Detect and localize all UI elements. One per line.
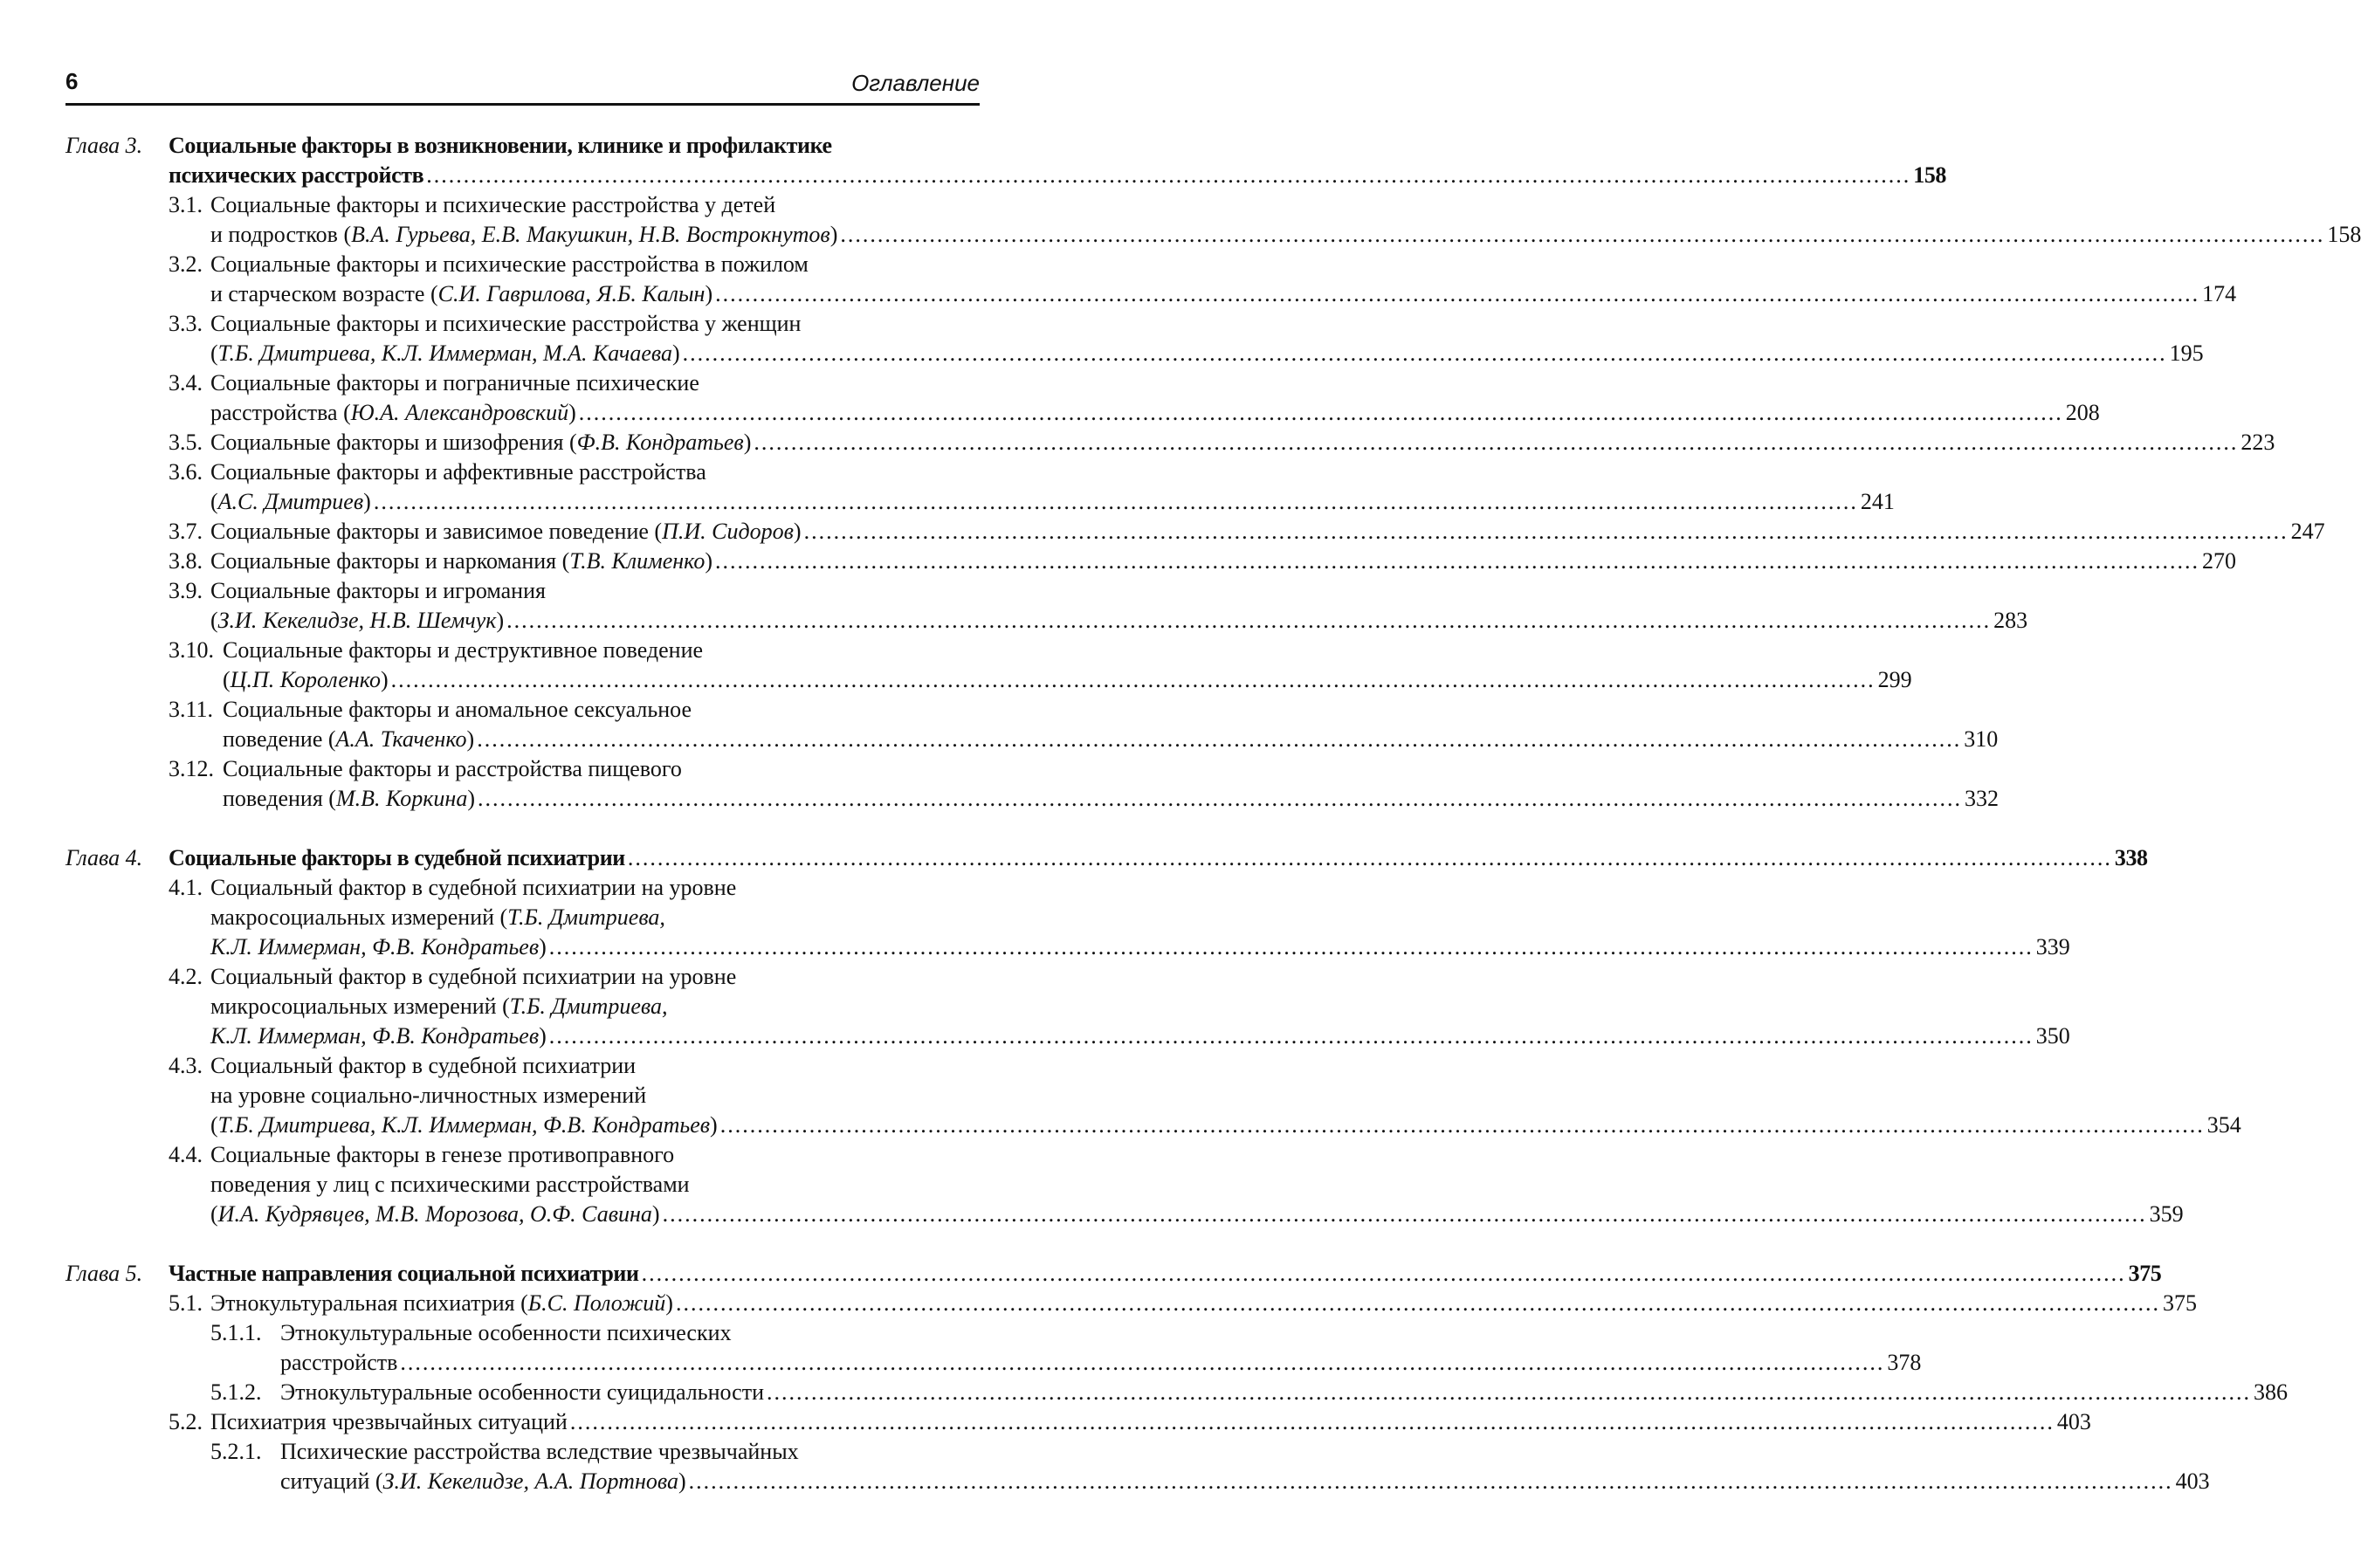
dot-leader: ........................................................................................................................................................................................................: [675, 1290, 2160, 1316]
entry-line: [169, 1407, 2091, 1437]
entry-line: [169, 665, 1912, 695]
page-ref: 208: [2065, 400, 2100, 425]
closing-paren: ): [705, 548, 712, 574]
subsection-entry: [169, 1437, 2210, 1496]
section-number: 5.1.: [169, 1290, 203, 1316]
entry-line: [169, 1140, 980, 1170]
chapter-title-text: Социальные факторы в возникновении, клинике и профилактике: [169, 133, 832, 158]
section-title-text: макросоциальных измерений (: [210, 904, 508, 930]
closing-paren: ): [743, 430, 752, 455]
entry-line: [169, 1021, 2070, 1051]
entry-line: [169, 754, 980, 784]
author-names: И.А. Кудрявцев, М.В. Морозова, О.Ф. Савина: [217, 1201, 652, 1227]
section-number: 5.1.2.: [210, 1379, 262, 1405]
chapter-block: [65, 1259, 2288, 1496]
section-entry: [169, 517, 2325, 547]
dot-leader: ........................................................................................................................................................................................................: [715, 281, 2200, 306]
chapter-body: [169, 843, 2241, 1229]
dot-leader: ........................................................................................................................................................................................................: [627, 845, 2112, 870]
chapter-title-line: [169, 131, 980, 161]
page-ref: 332: [1965, 786, 2000, 811]
dot-leader: ........................................................................................................................................................................................................: [715, 548, 2199, 574]
section-title-text: Социальный фактор в судебной психиатрии на уровне: [210, 964, 737, 989]
page-ref: 359: [2149, 1201, 2184, 1227]
closing-paren: ): [710, 1112, 718, 1138]
entry-line: [169, 725, 1999, 754]
section-title-text: Психиатрия чрезвычайных ситуаций: [210, 1409, 568, 1434]
section-entry: [169, 428, 2275, 457]
entry-line: [169, 992, 980, 1021]
closing-paren: ): [363, 489, 371, 514]
section-title-text: Социальные факторы и деструктивное поведение: [223, 637, 704, 663]
dot-leader: ........................................................................................................................................................................................................: [767, 1379, 2251, 1405]
section-entry: [169, 368, 2100, 428]
section-title-text: Социальные факторы и игромания: [210, 578, 546, 603]
page-ref: 375: [2162, 1290, 2197, 1316]
section-entry: [169, 1407, 2091, 1437]
author-names: Т.Б. Дмитриева,: [507, 904, 665, 930]
section-entry: [169, 754, 2000, 814]
section-entry: [169, 1051, 2241, 1140]
closing-paren: ): [568, 400, 576, 425]
entry-line: [169, 517, 2325, 547]
dot-leader: ........................................................................................................................................................................................................: [478, 786, 1963, 811]
entry-line: [169, 903, 980, 932]
section-entry: [169, 636, 1912, 695]
section-title-text: Социальные факторы и зависимое поведение (: [210, 519, 663, 544]
entry-line: [169, 873, 980, 903]
section-entry: [169, 1289, 2197, 1318]
dot-leader: ........................................................................................................................................................................................................: [400, 1350, 1885, 1375]
author-names: Ф.В. Кондратьев: [576, 430, 744, 455]
section-title-text: Социальные факторы и психические расстройства у детей: [210, 192, 776, 217]
entry-line: [169, 1200, 2184, 1229]
entry-line: [169, 547, 2236, 576]
section-title-text: Социальные факторы и пограничные психические: [210, 370, 699, 395]
chapter-title-line: [169, 161, 1947, 190]
section-title-text: Социальные факторы и психические расстройства в пожилом: [210, 251, 809, 277]
section-title-text: Социальные факторы и расстройства пищевого: [223, 756, 682, 781]
author-names: Т.Б. Дмитриева, К.Л. Иммерман, Ф.В. Кондратьев: [217, 1112, 711, 1138]
author-names: А.С. Дмитриев: [217, 489, 364, 514]
author-names: К.Л. Иммерман, Ф.В. Кондратьев: [210, 934, 540, 959]
author-names: Ю.А. Александровский: [350, 400, 569, 425]
page-ref: 386: [2254, 1379, 2288, 1405]
section-title-text: Социальные факторы и шизофрения (: [210, 430, 577, 455]
dot-leader: ........................................................................................................................................................................................................: [390, 667, 1876, 692]
section-number: 4.4.: [169, 1142, 203, 1167]
section-number: 5.2.1.: [210, 1439, 262, 1464]
chapter-block: [65, 131, 2361, 814]
chapter-title-line: [169, 1259, 2162, 1289]
entry-line: [169, 250, 980, 279]
section-title-text: Этнокультуральные особенности суицидальности: [280, 1379, 764, 1405]
subsection-entry: [169, 1378, 2288, 1407]
entry-line: [169, 309, 980, 339]
page-ref: 403: [2056, 1409, 2091, 1434]
section-title-text: Социальные факторы и аномальное сексуальное: [223, 697, 692, 722]
page-header: [65, 68, 980, 106]
entry-line: [169, 457, 980, 487]
closing-paren: ): [651, 1201, 660, 1227]
section-number: 3.1.: [169, 192, 203, 217]
author-names: Т.Б. Дмитриева, К.Л. Иммерман, М.А. Качаева: [217, 340, 672, 366]
author-names: П.И. Сидоров: [662, 519, 794, 544]
section-title-text: на уровне социально-личностных измерений: [210, 1083, 647, 1108]
section-entry: [169, 190, 2361, 250]
page-ref: 241: [1860, 489, 1895, 514]
entry-line: [169, 1081, 980, 1111]
author-names: З.И. Кекелидзе, Н.В. Шемчук: [217, 608, 497, 633]
closing-paren: ): [793, 519, 802, 544]
section-number: 4.3.: [169, 1053, 203, 1078]
section-title-text: ситуаций (: [280, 1468, 383, 1494]
section-title-text: и подростков (: [210, 222, 352, 247]
closing-paren: ): [466, 726, 475, 752]
section-title-text: (: [223, 667, 231, 692]
dot-leader: ........................................................................................................................................................................................................: [688, 1468, 2173, 1494]
section-title-text: Социальные факторы и аффективные расстройства: [210, 459, 706, 485]
page-ref: 247: [2290, 519, 2325, 544]
dot-leader: ........................................................................................................................................................................................................: [578, 400, 2063, 425]
section-title-text: Социальный фактор в судебной психиатрии на уровне: [210, 875, 737, 900]
page-ref: 223: [2241, 430, 2275, 455]
entry-line: [210, 1467, 2210, 1496]
section-title-text: (: [210, 489, 218, 514]
author-names: К.Л. Иммерман, Ф.В. Кондратьев: [210, 1023, 540, 1049]
section-number: 3.6.: [169, 459, 203, 485]
entry-line: [169, 636, 980, 665]
entry-line: [169, 487, 1895, 517]
page-ref: 350: [2035, 1023, 2070, 1049]
chapter-label: Глава 5.: [65, 1261, 143, 1286]
page-ref: 339: [2035, 934, 2070, 959]
closing-paren: ): [539, 1023, 547, 1049]
section-title-text: поведения у лиц с психическими расстройствами: [210, 1172, 690, 1197]
page-number: 6: [65, 68, 79, 94]
section-number: 3.12.: [169, 756, 214, 781]
section-title-text: микросоциальных измерений (: [210, 994, 510, 1019]
entry-line: [169, 962, 980, 992]
page-ref: 283: [1993, 608, 2028, 633]
chapter-body: [169, 131, 2361, 814]
section-title-text: (: [210, 1201, 218, 1227]
section-number: 3.3.: [169, 311, 203, 336]
page-ref: 270: [2202, 548, 2236, 574]
entry-line: [169, 368, 980, 398]
section-title-text: Психические расстройства вследствие чрезвычайных: [280, 1439, 799, 1464]
subsection-entry: [169, 1318, 1922, 1378]
dot-leader: ........................................................................................................................................................................................................: [548, 1023, 2034, 1049]
entry-line: [169, 695, 980, 725]
chapter-block: [65, 843, 2241, 1229]
section-number: 3.8.: [169, 548, 203, 574]
dot-leader: ........................................................................................................................................................................................................: [754, 430, 2239, 455]
entry-line: [169, 1289, 2197, 1318]
section-number: 4.2.: [169, 964, 203, 989]
section-entry: [169, 576, 2028, 636]
entry-line: [169, 1170, 980, 1200]
section-title-text: (: [210, 340, 218, 366]
page-ref: 158: [1913, 162, 1947, 188]
closing-paren: ): [496, 608, 505, 633]
page-ref: 158: [2327, 222, 2361, 247]
dot-leader: ........................................................................................................................................................................................................: [477, 726, 1962, 752]
section-number: 4.1.: [169, 875, 203, 900]
section-title-text: Социальные факторы и психические расстройства у женщин: [210, 311, 802, 336]
entry-line: [169, 279, 2237, 309]
dot-leader: ........................................................................................................................................................................................................: [569, 1409, 2055, 1434]
section-title-text: (: [210, 608, 218, 633]
dot-leader: ........................................................................................................................................................................................................: [840, 222, 2325, 247]
entry-line: [169, 1051, 980, 1081]
section-number: 3.2.: [169, 251, 203, 277]
closing-paren: ): [671, 340, 680, 366]
section-entry: [169, 873, 2070, 962]
entry-line: [210, 1437, 980, 1467]
chapter-label: Глава 4.: [65, 845, 143, 870]
entry-line: [169, 1111, 2241, 1140]
running-title: Оглавление: [851, 70, 980, 96]
entry-line: [210, 1318, 980, 1348]
page-ref: 403: [2175, 1468, 2210, 1494]
dot-leader: ........................................................................................................................................................................................................: [803, 519, 2289, 544]
section-entry: [169, 1140, 2184, 1229]
entry-line: [169, 339, 2204, 368]
chapter-title-text: Частные направления социальной психиатрии: [169, 1261, 639, 1286]
entry-line: [169, 784, 2000, 814]
author-names: Т.Б. Дмитриева,: [509, 994, 668, 1019]
page-ref: 299: [1877, 667, 1912, 692]
page-ref: 174: [2202, 281, 2237, 306]
closing-paren: ): [705, 281, 713, 306]
page-ref: 195: [2169, 340, 2204, 366]
section-title-text: (: [210, 1112, 218, 1138]
section-title-text: Социальный фактор в судебной психиатрии: [210, 1053, 637, 1078]
author-names: Б.С. Положий: [527, 1290, 666, 1316]
dot-leader: ........................................................................................................................................................................................................: [641, 1261, 2126, 1286]
chapter-title-line: [169, 843, 2148, 873]
entry-line: [210, 1348, 1922, 1378]
dot-leader: ........................................................................................................................................................................................................: [548, 934, 2034, 959]
section-number: 5.1.1.: [210, 1320, 262, 1345]
dot-leader: ........................................................................................................................................................................................................: [373, 489, 1858, 514]
chapter-label: Глава 3.: [65, 133, 143, 158]
section-number: 5.2.: [169, 1409, 203, 1434]
entry-line: [169, 428, 2275, 457]
page-ref: 375: [2128, 1261, 2162, 1286]
entry-line: [169, 606, 2028, 636]
page-ref: 310: [1964, 726, 1999, 752]
chapter-title-text: Социальные факторы в судебной психиатрии: [169, 845, 625, 870]
closing-paren: ): [665, 1290, 673, 1316]
section-title-text: расстройств: [280, 1350, 398, 1375]
entry-line: [169, 398, 2100, 428]
section-number: 3.4.: [169, 370, 203, 395]
section-entry: [169, 962, 2070, 1051]
entry-line: [169, 190, 980, 220]
section-number: 3.9.: [169, 578, 203, 603]
closing-paren: ): [380, 667, 389, 692]
author-names: А.А. Ткаченко: [335, 726, 467, 752]
chapter-body: [169, 1259, 2288, 1496]
author-names: Т.В. Клименко: [569, 548, 706, 574]
entry-line: [169, 932, 2070, 962]
closing-paren: ): [829, 222, 838, 247]
section-entry: [169, 457, 1895, 517]
section-title-text: Социальные факторы в генезе противоправного: [210, 1142, 675, 1167]
dot-leader: ........................................................................................................................................................................................................: [506, 608, 1992, 633]
dot-leader: ........................................................................................................................................................................................................: [662, 1201, 2147, 1227]
author-names: Ц.П. Короленко: [230, 667, 381, 692]
section-entry: [169, 547, 2236, 576]
section-title-text: расстройства (: [210, 400, 351, 425]
author-names: В.А. Гурьева, Е.В. Макушкин, Н.В. Вострокнутов: [351, 222, 830, 247]
dot-leader: ........................................................................................................................................................................................................: [682, 340, 2167, 366]
dot-leader: ........................................................................................................................................................................................................: [719, 1112, 2205, 1138]
entry-line: [210, 1378, 2288, 1407]
closing-paren: ): [539, 934, 547, 959]
section-number: 3.11.: [169, 697, 214, 722]
section-number: 3.10.: [169, 637, 214, 663]
section-entry: [169, 250, 2237, 309]
chapter-title-text: психических расстройств: [169, 162, 424, 188]
entry-line: [169, 576, 980, 606]
closing-paren: ): [678, 1468, 686, 1494]
section-entry: [169, 695, 1999, 754]
section-entry: [169, 309, 2204, 368]
section-title-text: Социальные факторы и наркомания (: [210, 548, 570, 574]
section-title-text: поведения (: [223, 786, 336, 811]
section-title-text: Этнокультуральная психиатрия (: [210, 1290, 528, 1316]
author-names: З.И. Кекелидзе, А.А. Портнова: [382, 1468, 678, 1494]
section-title-text: Этнокультуральные особенности психических: [280, 1320, 732, 1345]
page-ref: 378: [1887, 1350, 1922, 1375]
closing-paren: ): [467, 786, 476, 811]
dot-leader: ........................................................................................................................................................................................................: [426, 162, 1911, 188]
author-names: С.И. Гаврилова, Я.Б. Калын: [437, 281, 706, 306]
section-number: 3.7.: [169, 519, 203, 544]
section-number: 3.5.: [169, 430, 203, 455]
table-of-contents: [65, 131, 2361, 1526]
page-ref: 354: [2206, 1112, 2241, 1138]
entry-line: [169, 220, 2361, 250]
section-title-text: поведение (: [223, 726, 336, 752]
section-title-text: и старческом возрасте (: [210, 281, 438, 306]
author-names: М.В. Коркина: [335, 786, 468, 811]
page-ref: 338: [2114, 845, 2148, 870]
